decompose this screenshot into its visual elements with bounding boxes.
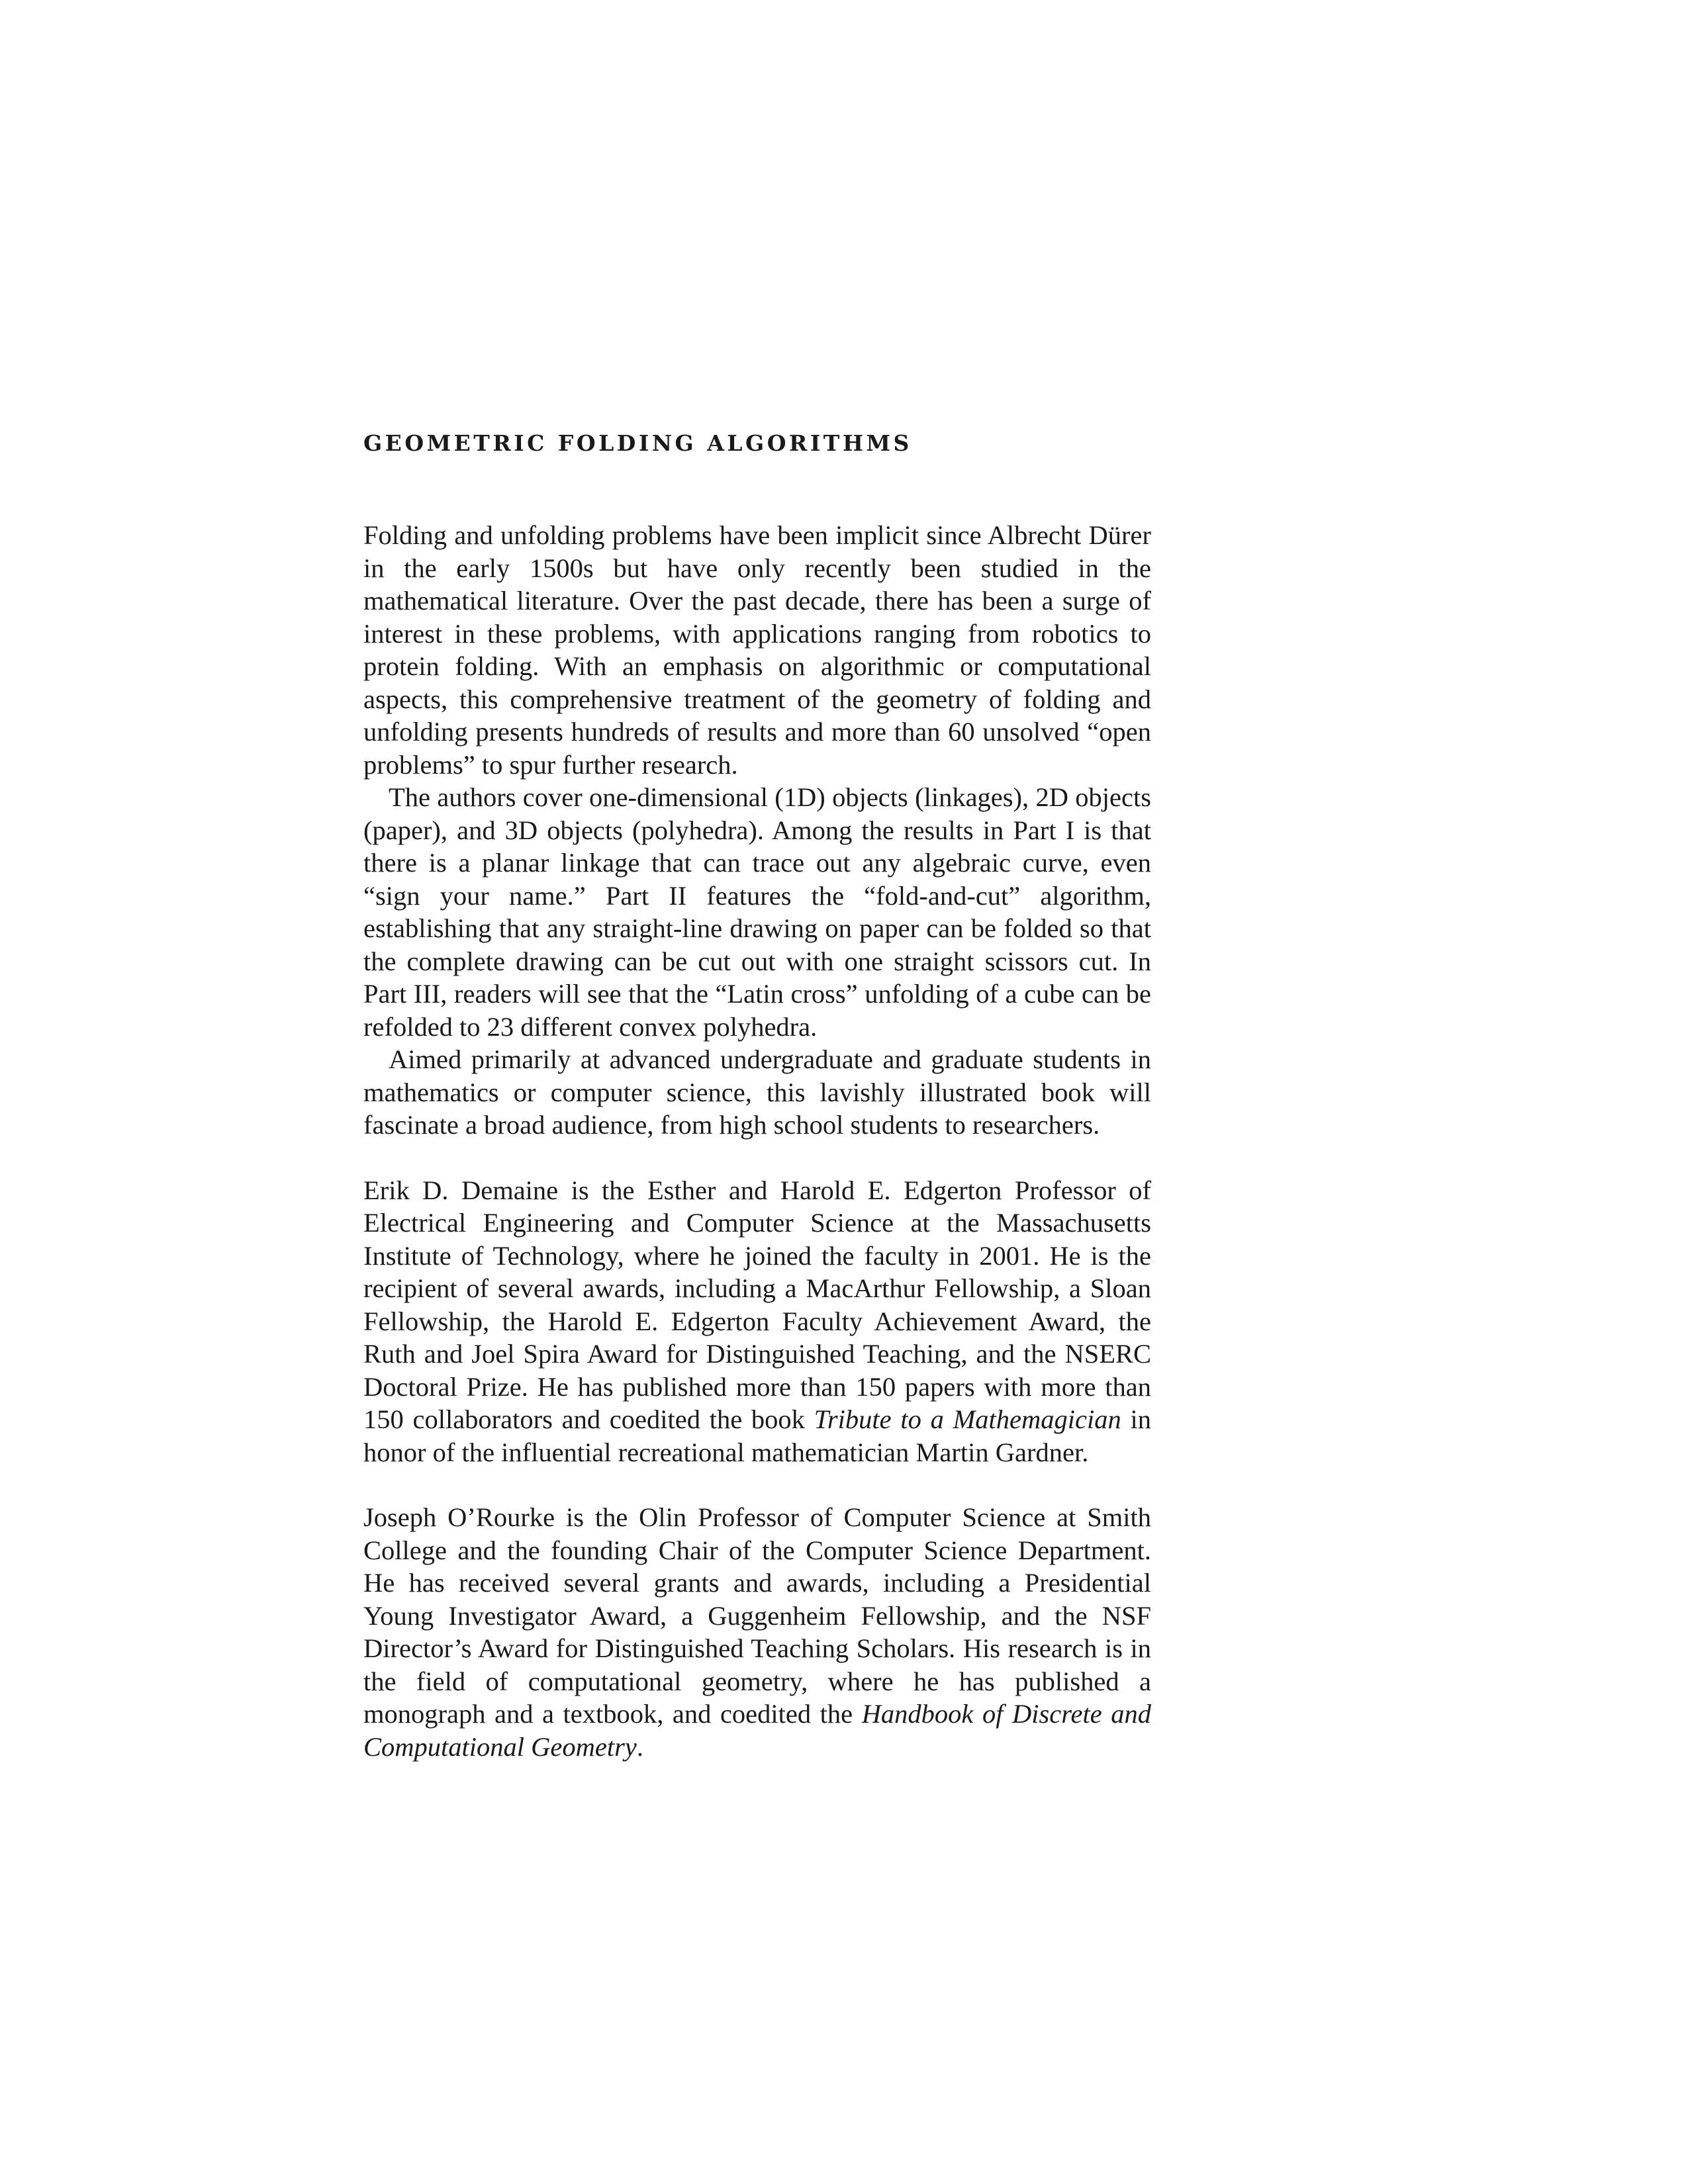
page-content xyxy=(363,424,1151,1763)
bio-orourke-text-after: . xyxy=(636,1731,643,1762)
bio-demaine-text-after: in honor of the influential recreational mathematician Martin Gardner. xyxy=(363,1404,1151,1467)
bio-orourke-text-before: Joseph O’Rourke is the Olin Professor of Computer Science at Smith College and the founding Chair of the Computer Science Department. He has received several grants and awards, including a Presidential Young Investigator Award, a Guggenheim Fellowship, and the NSF Director’s Award for Distinguished Teaching Scholars. His research is in the field of computational geometry, where he has published a monograph and a textbook, and coedited the xyxy=(363,1502,1151,1729)
bio-demaine-text-before: Erik D. Demaine is the Esther and Harold E. Edgerton Professor of Electrical Engineering and Computer Science at the Massachusetts Institute of Technology, where he joined the faculty in 2001. He is the recipient of several awards, including a MacArthur Fellowship, a Sloan Fellowship, the Harold E. Edgerton Faculty Achievement Award, the Ruth and Joel Spira Award for Distinguished Teaching, and the NSERC Doctoral Prize. He has published more than 150 papers with more than 150 collaborators and coedited the book xyxy=(363,1175,1151,1434)
bio-orourke-paragraph xyxy=(363,1501,1151,1763)
bio-demaine-book-title: Tribute to a Mathemagician xyxy=(814,1404,1121,1434)
description-paragraph-3: Aimed primarily at advanced undergraduate and graduate students in mathematics or computer science, this lavishly illustrated book will fascinate a broad audience, from high school students to researchers. xyxy=(363,1044,1151,1140)
bio-orourke-book-title: Handbook of Discrete and Computational Geometry xyxy=(363,1699,1151,1762)
book-title: GEOMETRIC FOLDING ALGORITHMS xyxy=(363,430,912,456)
description-paragraph-2: The authors cover one-dimensional (1D) objects (linkages), 2D objects (paper), and 3D objects (polyhedra). Among the results in Part I is that there is a planar linkage that can trace out any algebraic curve, even “sign your name.” Part II features the “fold-and-cut” algorithm, establishing that any straight-line drawing on paper can be folded so that the complete drawing can be cut out with one straight scissors cut. In Part III, readers will see that the “Latin cross” unfolding of a cube can be refolded to 23 different convex polyhedra. xyxy=(363,782,1151,1042)
bio-demaine-paragraph xyxy=(363,1174,1151,1469)
author-bio-demaine xyxy=(363,1174,1151,1469)
author-bio-orourke xyxy=(363,1501,1151,1763)
book-description xyxy=(363,519,1151,1142)
description-paragraph-1: Folding and unfolding problems have been implicit since Albrecht Dürer in the early 1500s but have only recently been studied in the mathematical literature. Over the past decade, there has been a surge of interest in these problems, with applications ranging from robotics to protein folding. With an emphasis on algorithmic or computational aspects, this comprehensive treatment of the geometry of folding and unfolding presents hundreds of results and more than 60 unsolved “open problems” to spur further research. xyxy=(363,520,1151,780)
